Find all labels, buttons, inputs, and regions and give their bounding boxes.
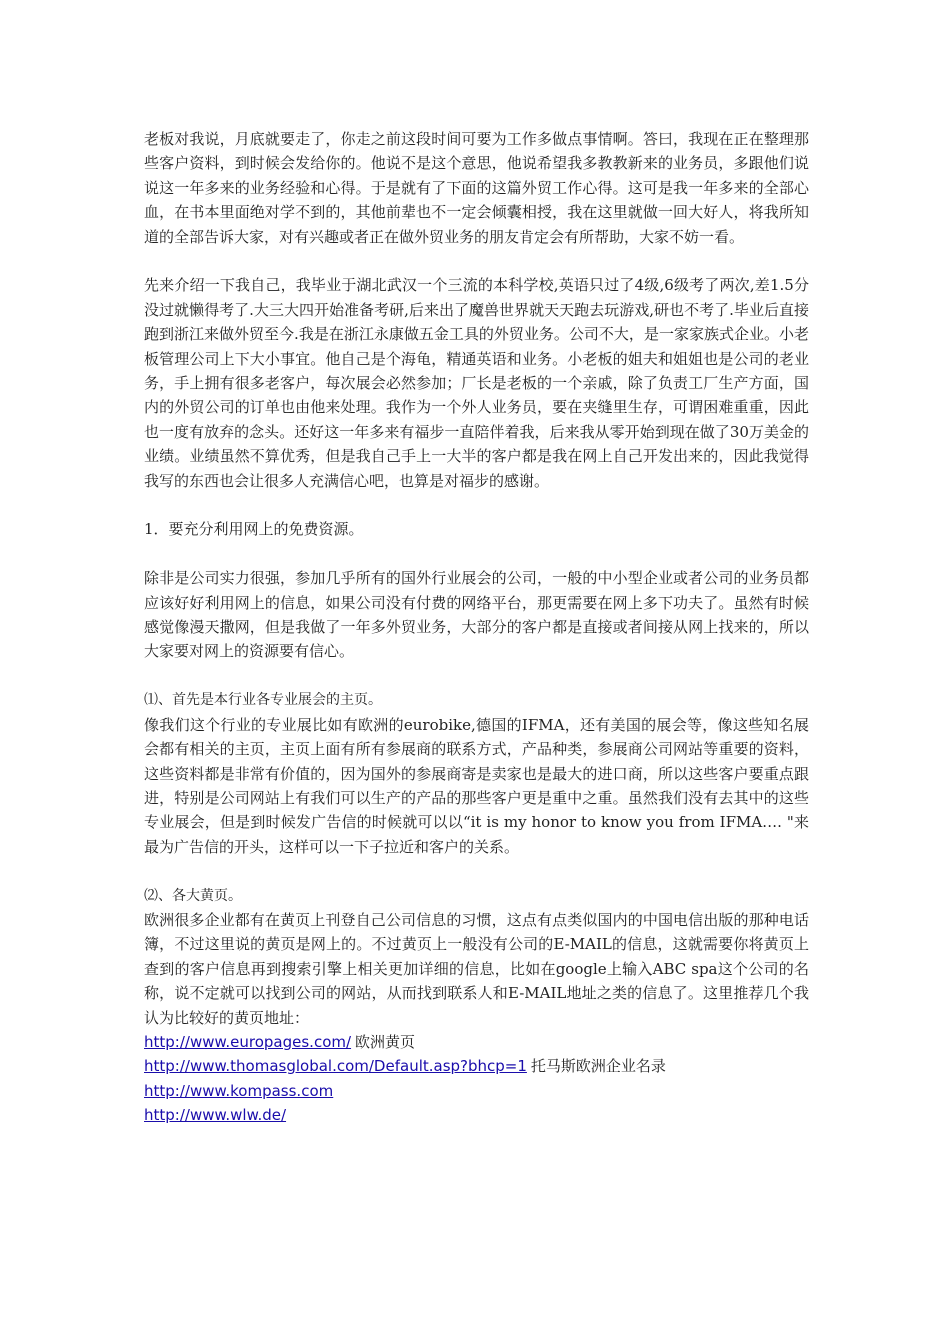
paragraph-gap (144, 664, 809, 688)
link-line-kompass (144, 1079, 809, 1103)
paragraph-gap (144, 249, 809, 273)
paragraph-gap (144, 859, 809, 883)
link-line-thomasglobal (144, 1054, 809, 1078)
thomasglobal-link-description: 托马斯欧洲企业名录 (530, 1057, 666, 1076)
item-1-paragraph: 像我们这个行业的专业展比如有欧洲的eurobike,德国的IFMA，还有美国的展会等，像这些知名展会都有相关的主页，主页上面有所有参展商的联系方式，产品种类，参展商公司网站等重要的资料，这些资料都是非常有价值的，因为国外的参展商寄是卖家也是最大的进口商，所以这些客户要重点跟进，特别是公司网站上有我们可以生产的产品的那些客户更是重中之重。虽然我们没有去其中的这些专业展会，但是到时候发广告信的时候就可以以“it is my honor to know you from IFMA…. "来最为广告信的开头，这样可以一下子拉近和客户的关系。 (144, 715, 809, 856)
paragraph-gap (144, 493, 809, 517)
link-line-europages (144, 1030, 809, 1054)
thomasglobal-link[interactable]: http://www.thomasglobal.com/Default.asp?bhcp=1 (144, 1057, 527, 1076)
europages-link[interactable]: http://www.europages.com/ (144, 1032, 352, 1051)
section-1-heading: 1．要充分利用网上的免费资源。 (144, 520, 364, 539)
item-2-paragraph: 欧洲很多企业都有在黄页上刊登自己公司信息的习惯，这点有点类似国内的中国电信出版的那种电话簿，不过这里说的黄页是网上的。不过黄页上一般没有公司的E-MAIL的信息，这就需要你将黄页上查到的客户信息再到搜索引擎上相关更加详细的信息，比如在google上输入ABC spa这个公司的名称，说不定就可以找到公司的网站，从而找到联系人和E-MAIL地址之类的信息了。这里推荐几个我认为比较好的黄页地址： (144, 910, 809, 1027)
europages-link-description: 欧洲黄页 (355, 1032, 416, 1051)
section-1-paragraph: 除非是公司实力很强，参加几乎所有的国外行业展会的公司，一般的中小型企业或者公司的业务员都应该好好利用网上的信息，如果公司没有付费的网络平台，那更需要在网上多下功夫了。虽然有时候感觉像漫天撒网，但是我做了一年多外贸业务，大部分的客户都是直接或者间接从网上找来的，所以大家要对网上的资源要有信心。 (144, 569, 809, 661)
self-intro-paragraph: 先来介绍一下我自己，我毕业于湖北武汉一个三流的本科学校,英语只过了4级,6级考了两次,差1.5分没过就懒得考了.大三大四开始准备考研,后来出了魔兽世界就天天跑去玩游戏,研也不考了.毕业后直接跑到浙江来做外贸至今.我是在浙江永康做五金工具的外贸业务。公司不大，是一家家族式企业。小老板管理公司上下大小事宜。他自己是个海龟，精通英语和业务。小老板的姐夫和姐姐也是公司的老业务，手上拥有很多老客户，每次展会必然参加；厂长是老板的一个亲戚，除了负责工厂生产方面，国内的外贸公司的订单也由他来处理。我作为一个外人业务员，要在夹缝里生存，可谓困难重重，因此也一度有放弃的念头。还好这一年多来有福步一直陪伴着我，后来我从零开始到现在做了30万美金的业绩。业绩虽然不算优秀，但是我自己手上一大半的客户都是我在网上自己开发出来的，因此我觉得我写的东西也会让很多人充满信心吧，也算是对福步的感谢。 (144, 276, 809, 490)
link-line-wlw (144, 1103, 809, 1127)
intro-paragraph: 老板对我说，月底就要走了，你走之前这段时间可要为工作多做点事情啊。答曰，我现在正在整理那些客户资料，到时候会发给你的。他说不是这个意思，他说希望我多教教新来的业务员，多跟他们说说这一年多来的业务经验和心得。于是就有了下面的这篇外贸工作心得。这可是我一年多来的全部心血，在书本里面绝对学不到的，其他前辈也不一定会倾囊相授，我在这里就做一回大好人，将我所知道的全部告诉大家，对有兴趣或者正在做外贸业务的朋友肯定会有所帮助，大家不妨一看。 (144, 130, 809, 246)
kompass-link[interactable]: http://www.kompass.com (144, 1081, 334, 1100)
item-2-heading: ⑵、各大黄页。 (144, 887, 242, 904)
wlw-link[interactable]: http://www.wlw.de/ (144, 1106, 287, 1125)
item-1-heading: ⑴、首先是本行业各专业展会的主页。 (144, 692, 382, 709)
document-page (144, 127, 809, 1128)
paragraph-gap (144, 542, 809, 566)
